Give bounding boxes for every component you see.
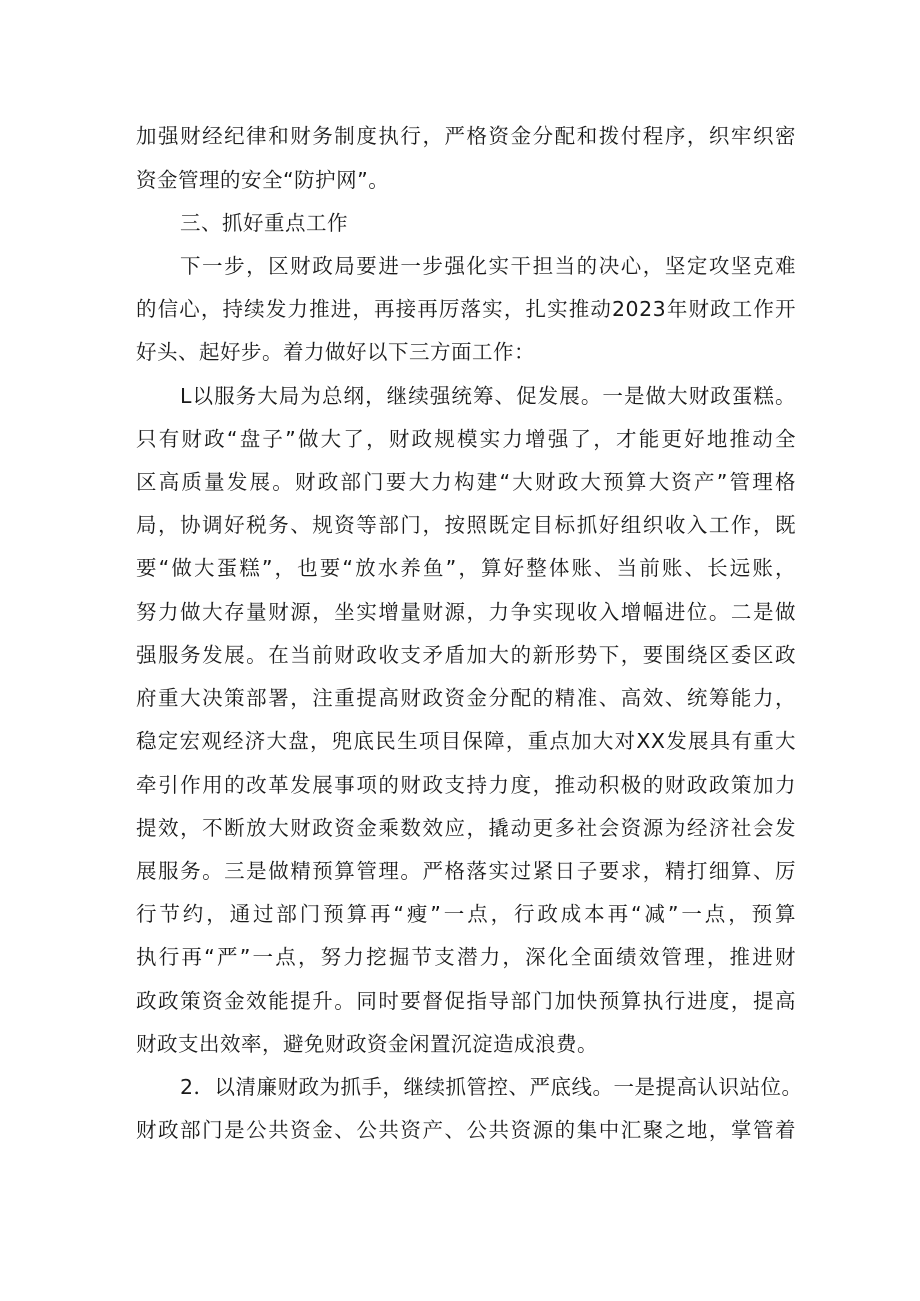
paragraph-line: 下一步，区财政局要进一步强化实干担当的决心，坚定攻坚克难: [180, 254, 796, 278]
paragraph-line: 要“做大蛋糕”，也要“放水养鱼”，算好整体账、当前账、长远账，: [136, 556, 796, 580]
paragraph-line: 府重大决策部署，注重提高财政资金分配的精准、高效、统筹能力，: [136, 686, 796, 710]
paragraph-line: 财政部门是公共资金、公共资产、公共资源的集中汇聚之地，掌管着: [136, 1118, 796, 1142]
paragraph-line: 强服务发展。在当前财政收支矛盾加大的新形势下，要围绕区委区政: [136, 643, 796, 667]
paragraph-line: 稳定宏观经济大盘，兜底民生项目保障，重点加大对XX发展具有重大: [136, 729, 796, 753]
paragraph-line: 好头、起好步。着力做好以下三方面工作：: [136, 340, 535, 364]
paragraph-line: 执行再“严”一点，努力挖掘节支潜力，深化全面绩效管理，推进财: [136, 945, 796, 969]
paragraph-line: 展服务。三是做精预算管理。严格落实过紧日子要求，精打细算、厉: [136, 859, 796, 883]
paragraph-line: 资金管理的安全“防护网”。: [136, 168, 390, 192]
paragraph-line: 牵引作用的改革发展事项的财政支持力度，推动积极的财政政策加力: [136, 773, 796, 797]
paragraph-line: 局，协调好税务、规资等部门，按照既定目标抓好组织收入工作，既: [136, 513, 796, 537]
paragraph-line: 2．以清廉财政为抓手，继续抓管控、严底线。一是提高认识站位。: [180, 1075, 803, 1099]
paragraph-line: 行节约，通过部门预算再“瘦”一点，行政成本再“减”一点，预算: [136, 902, 796, 926]
section-heading: 三、抓好重点工作: [180, 211, 348, 235]
paragraph-line: 只有财政“盘子”做大了，财政规模实力增强了，才能更好地推动全: [136, 427, 796, 451]
paragraph-line: 政政策资金效能提升。同时要督促指导部门加快预算执行进度，提高: [136, 989, 796, 1013]
paragraph-line: 的信心，持续发力推进，再接再厉落实，扎实推动2023年财政工作开: [136, 297, 796, 321]
paragraph-line: 加强财经纪律和财务制度执行，严格资金分配和拨付程序，织牢织密: [136, 124, 796, 148]
paragraph-line: 财政支出效率，避免财政资金闲置沉淀造成浪费。: [136, 1032, 598, 1056]
paragraph-line: 努力做大存量财源，坐实增量财源，力争实现收入增幅进位。二是做: [136, 600, 796, 624]
paragraph-line: L以服务大局为总纲，继续强统筹、促发展。一是做大财政蛋糕。: [180, 384, 796, 408]
paragraph-line: 区高质量发展。财政部门要大力构建“大财政大预算大资产”管理格: [136, 470, 796, 494]
paragraph-line: 提效，不断放大财政资金乘数效应，撬动更多社会资源为经济社会发: [136, 816, 796, 840]
